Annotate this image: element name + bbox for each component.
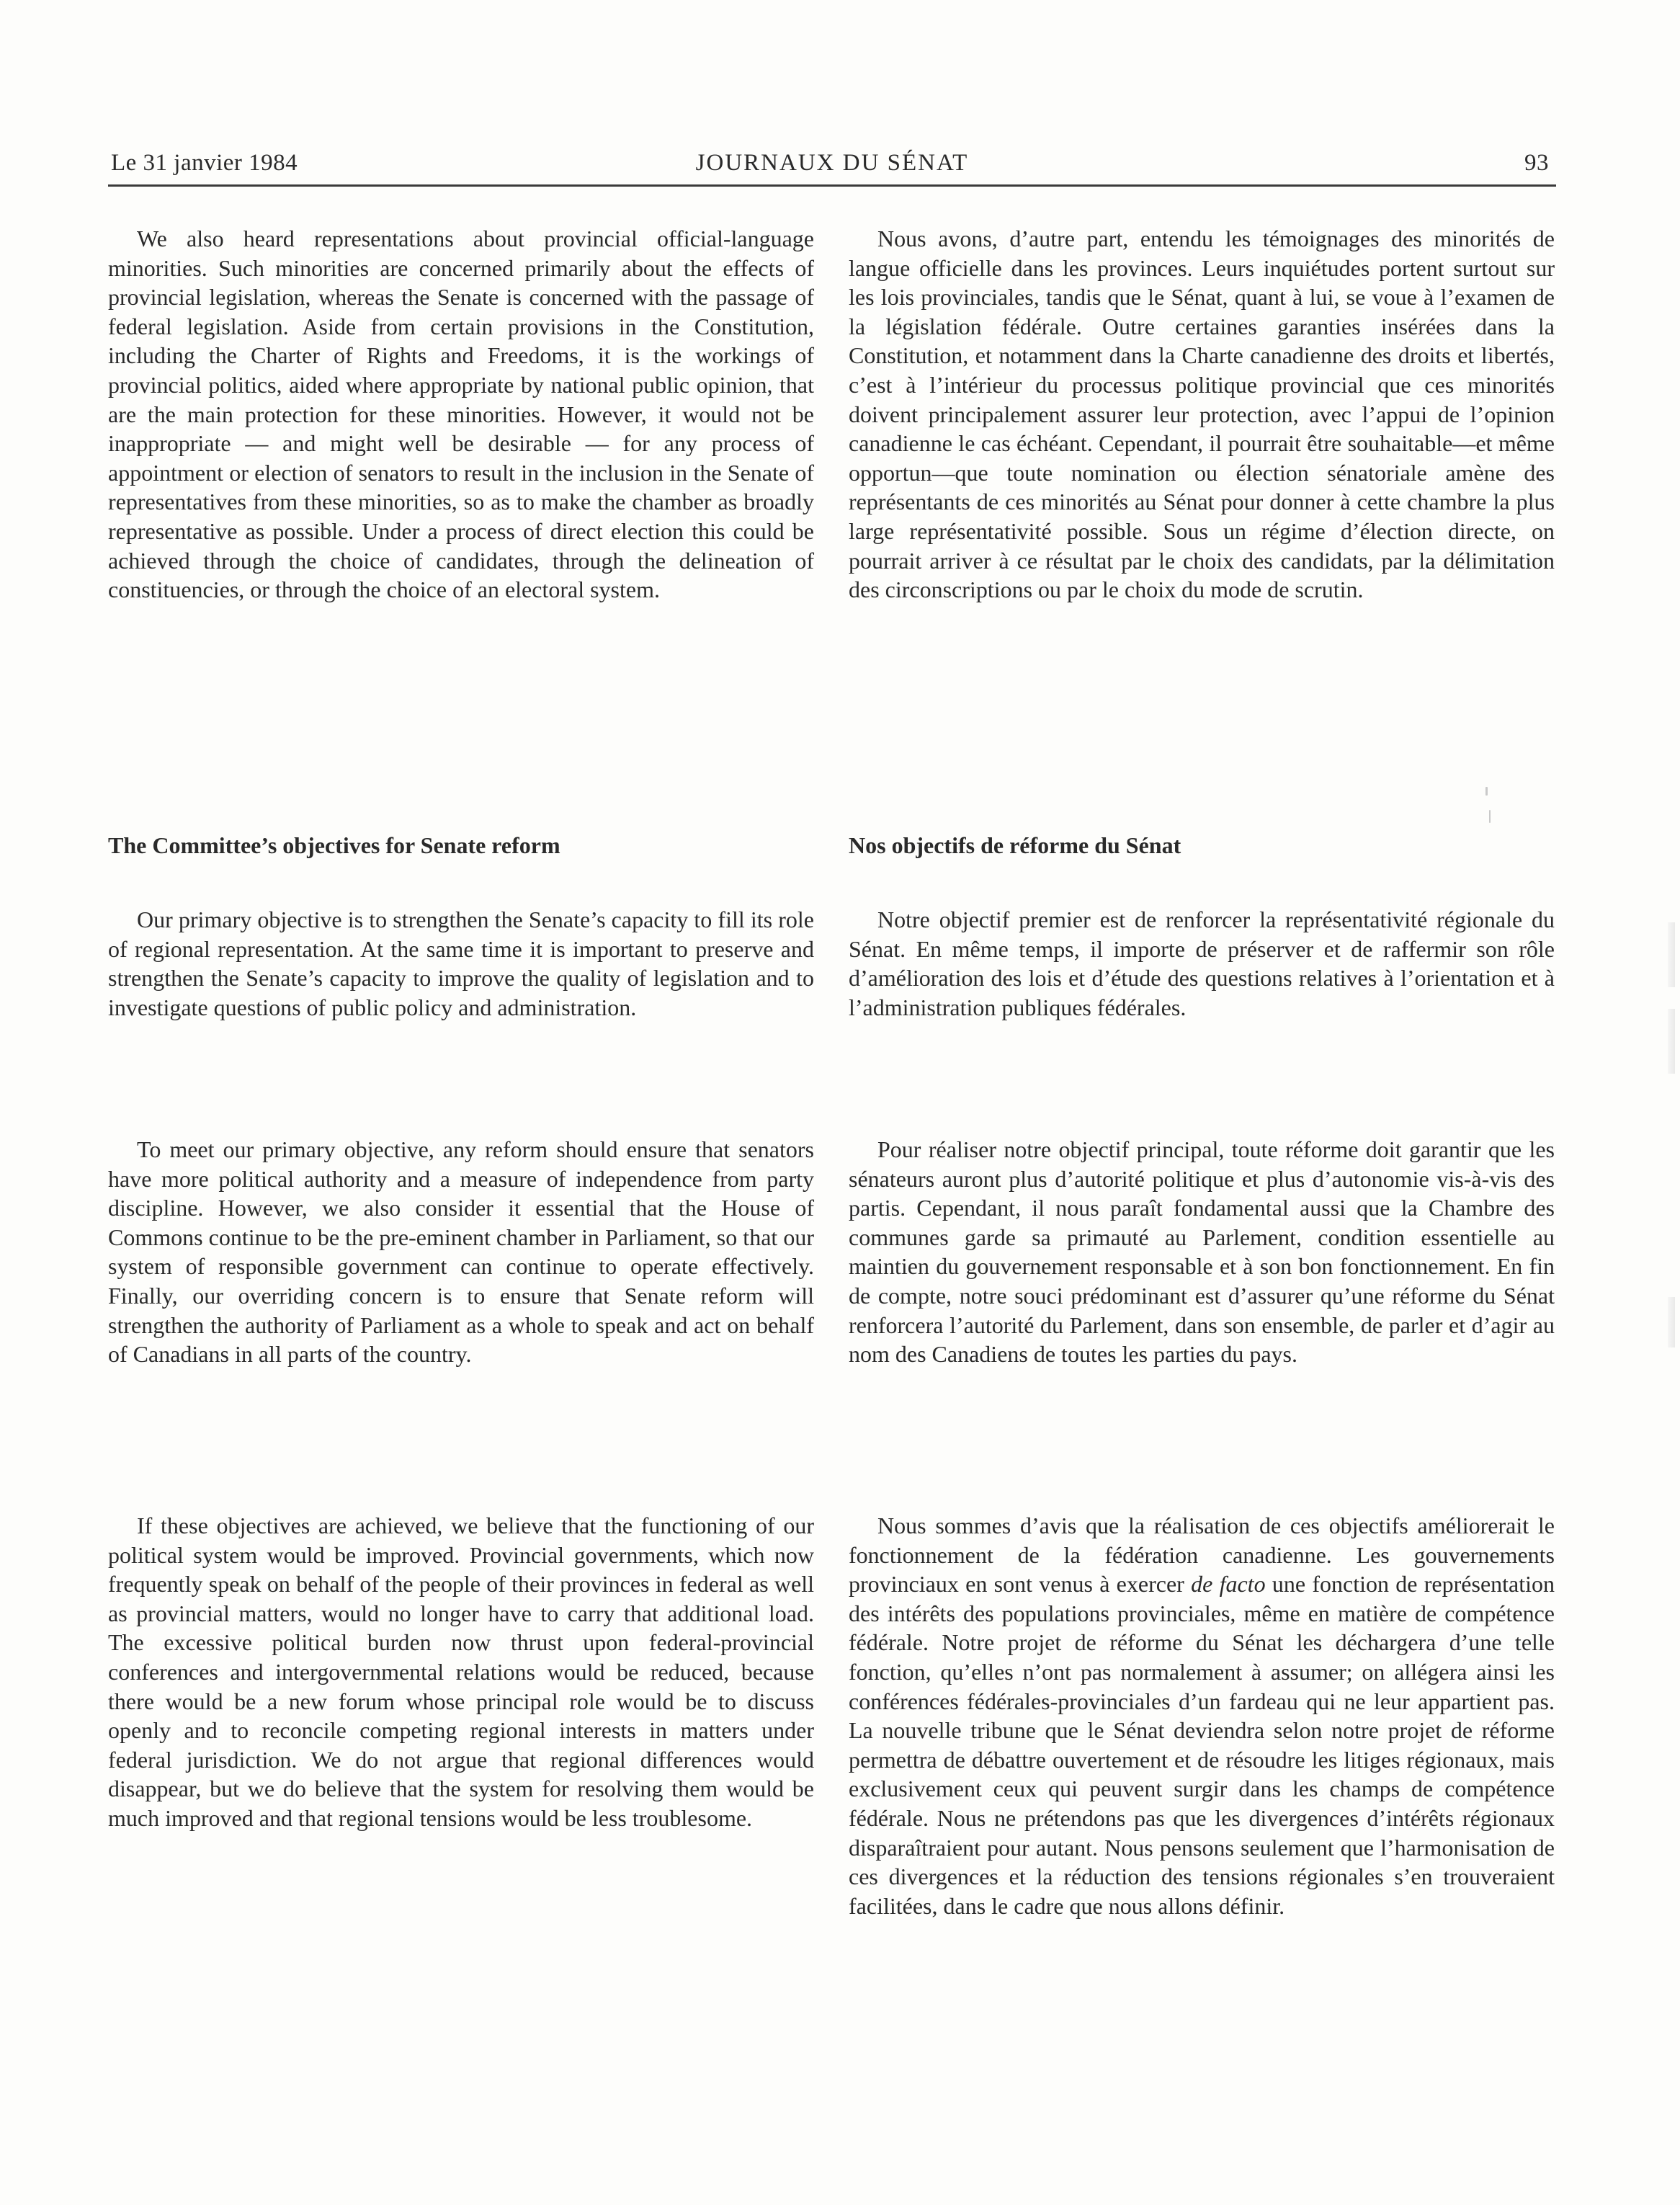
scan-edge-mark xyxy=(1668,1297,1675,1348)
scan-speck xyxy=(1489,810,1491,823)
header-title: JOURNAUX DU SÉNAT xyxy=(695,150,969,176)
english-section-heading: The Committee’s objectives for Senate reform xyxy=(108,832,560,858)
scan-edge-mark xyxy=(1668,1009,1675,1074)
french-paragraph-3: Pour réaliser notre objectif principal, toute réforme doit garantir que les sénateurs auront plus d’autorité politique et plus d’autonomie vis-à-vis des partis. Cependant, il nous paraît fondamental aussi que la Chambre des communes garde sa primauté au Parlement, condition essentielle au maintien du gouvernement responsable et à son bon fonctionnement. En fin de compte, notre souci prédominant est d’assurer qu’une réforme du Sénat renforcera l’autorité du Parlement, dans son ensemble, de parler et d’agir au nom des Canadiens de toutes les parties du pays. xyxy=(849,1136,1555,1368)
english-paragraph-3: To meet our primary objective, any reform should ensure that senators have more political authority and a measure of independence from party discipline. However, we also consider it essential that the House of Commons continue to be the pre-eminent chamber in Parliament, so that our system of responsible government can continue to operate effectively. Finally, our overriding concern is to ensure that Senate reform will strengthen the authority of Parliament as a whole to speak and act on behalf of Canadians in all parts of the country. xyxy=(108,1136,814,1368)
french-italic-term: de facto xyxy=(1191,1571,1266,1598)
french-paragraph-4 xyxy=(849,1511,1555,1920)
header-date: Le 31 janvier 1984 xyxy=(111,150,298,176)
page-header xyxy=(108,144,1556,187)
english-paragraph-1: We also heard representations about provincial official-language minorities. Such minorities are concerned primarily about the effects of provincial legislation, whereas the Senate is concerned with the passage of federal legislation. Aside from certain provisions in the Constitution, including the Charter of Rights and Freedoms, it is the workings of provincial politics, aided where appropriate by national public opinion, that are the main protection for these minorities. However, it would not be inappropriate — and might well be desirable — for any process of appointment or election of senators to result in the inclusion in the Senate of representatives from these minorities, so as to make the chamber as broadly representative as possible. Under a process of direct election this could be achieved through the choice of candidates, through the delineation of constituencies, or through the choice of an electoral system. xyxy=(108,226,814,603)
french-paragraph-1: Nous avons, d’autre part, entendu les témoignages des minorités de langue officielle dans les provinces. Leurs inquiétudes portent surtout sur les lois provinciales, tandis que le Sénat, quant à lui, se voue à l’examen de la législation fédérale. Outre certaines garanties insérées dans la Constitution, et notamment dans la Charte canadienne des droits et libertés, c’est à l’intérieur du processus politique provincial que ces minorités doivent principalement assurer leur protection, avec l’appui de l’opinion canadienne le cas échéant. Cependant, il pourrait être souhaitable—et même opportun—que toute nomination ou élection sénatoriale amène des représentants de ces minorités au Sénat pour donner à cette chambre la plus large représentativité possible. Sous un régime d’élection directe, on pourrait arriver à ce résultat par le choix des candidats, par la délimitation des circonscriptions ou par le choix du mode de scrutin. xyxy=(849,226,1555,603)
scan-edge-mark xyxy=(1668,922,1675,987)
scan-speck xyxy=(1485,787,1488,796)
french-paragraph-2: Notre objectif premier est de renforcer la représentativité régionale du Sénat. En même temps, il importe de préserver et de raffermir son rôle d’amélioration des lois et d’étude des questions relatives à l’orientation et à l’administration publiques fédérales. xyxy=(849,906,1555,1020)
french-paragraph-4-end: une fonction de représentation des intérêts des populations provinciales, même en matière de compétence fédérale. Notre projet de réforme du Sénat les déchargera d’une telle fonction, qu’elles n’ont pas normalement à assumer; on allégera ainsi les conférences fédérales-provinciales d’un fardeau qui ne leur appartient pas. La nouvelle tribune que le Sénat deviendra selon notre projet de réforme permettra de débattre ouvertement et de résoudre les litiges régionaux, mais exclusivement ceux qui peuvent surgir dans les champs de compétence fédérale. Nous ne prétendons pas que les divergences d’intérêts régionaux disparaîtraient pour autant. Nous pensons seulement que l’harmonisation de ces divergences et la réduction des tensions régionales s’en trouveraient facilitées, dans le cadre que nous allons définir. xyxy=(849,1571,1555,1919)
english-paragraph-4: If these objectives are achieved, we believe that the functioning of our political system would be improved. Provincial governments, which now frequently speak on behalf of the people of their provinces in federal as well as provincial matters, would no longer have to carry that additional load. The excessive political burden now thrust upon federal-provincial conferences and intergovernmental relations would be reduced, because there would be a new forum whose principal role would be to discuss openly and to reconcile competing regional interests in matters under federal jurisdiction. We do not argue that regional differences would disappear, but we do believe that the system for resolving them would be much improved and that regional tensions would be less troublesome. xyxy=(108,1513,814,1831)
english-paragraph-2: Our primary objective is to strengthen the Senate’s capacity to fill its role of regional representation. At the same time it is important to preserve and strengthen the Senate’s capacity to improve the quality of legislation and to investigate questions of public policy and administration. xyxy=(108,906,814,1020)
french-paragraph-4-start: Nous sommes d’avis que la réalisation de ces objectifs améliorerait le fonctionnement de la fédération canadienne. Les gouvernements provinciaux en sont venus à exercer xyxy=(849,1513,1555,1598)
french-section-heading: Nos objectifs de réforme du Sénat xyxy=(849,832,1181,858)
page-number: 93 xyxy=(1524,150,1549,176)
